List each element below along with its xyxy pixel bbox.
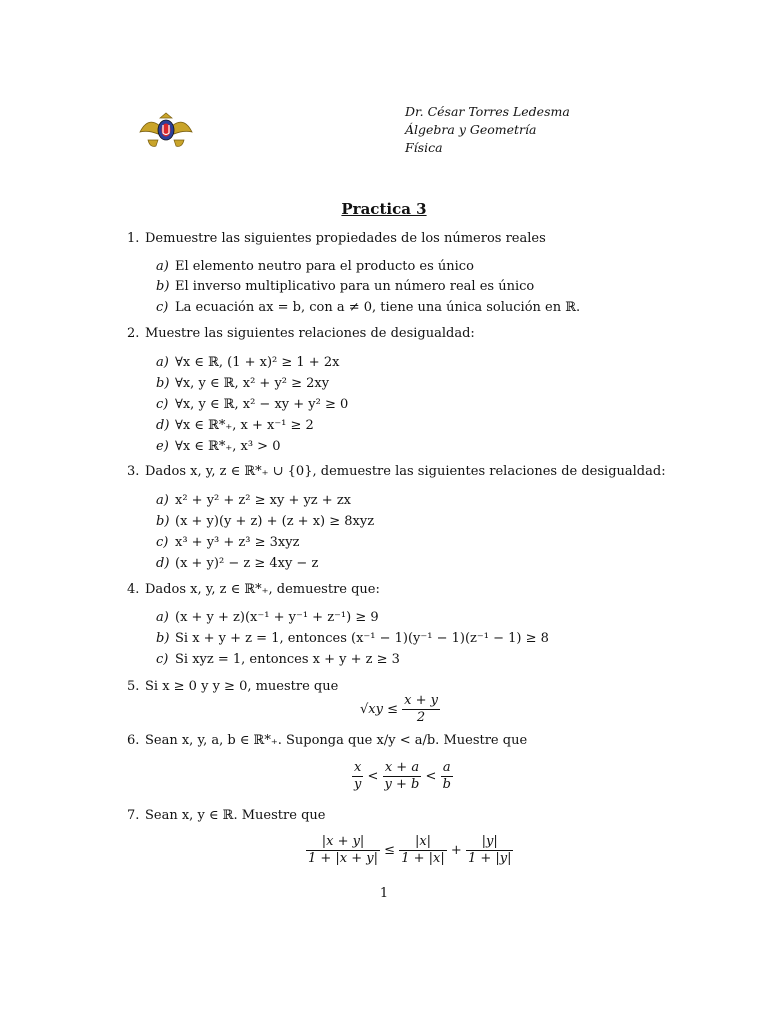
item-text: ∀x, y ∈ ℝ, x² − xy + y² ≥ 0 [175, 397, 349, 412]
item-label: c) [156, 535, 169, 550]
item-text: x³ + y³ + z³ ≥ 3xyz [175, 535, 300, 550]
denominator: y [354, 777, 362, 792]
fraction [383, 760, 422, 793]
problem-text: Dados x, y, z ∈ ℝ*₊, demuestre que: [145, 582, 380, 597]
fraction [402, 693, 440, 726]
problem-number: 1. [127, 231, 140, 246]
document-header [405, 103, 570, 157]
numerator: |x + y| [306, 834, 380, 851]
numerator: |y| [466, 834, 514, 851]
denominator: 1 + |y| [467, 851, 512, 866]
numerator: x [352, 760, 363, 777]
problem-text: Si x ≥ 0 y y ≥ 0, muestre que [145, 679, 339, 694]
problem-number: 3. [127, 464, 140, 479]
denominator: 2 [416, 710, 426, 725]
problem-text: Muestre las siguientes relaciones de desigualdad: [145, 326, 475, 341]
item-text: ∀x ∈ ℝ*₊, x³ > 0 [175, 439, 281, 454]
item-text: La ecuación ax = b, con a ≠ 0, tiene una única solución en ℝ. [175, 300, 581, 315]
operator: + [450, 843, 462, 858]
item-text: ∀x ∈ ℝ, (1 + x)² ≥ 1 + 2x [175, 355, 340, 370]
item-text: ∀x, y ∈ ℝ, x² + y² ≥ 2xy [175, 376, 330, 391]
item-label: a) [156, 355, 169, 370]
problem-text: Dados x, y, z ∈ ℝ*₊ ∪ {0}, demuestre las siguientes relaciones de desigualdad: [145, 464, 666, 479]
item-text: Si x + y + z = 1, entonces (x⁻¹ − 1)(y⁻¹ − 1)(z⁻¹ − 1) ≥ 8 [175, 631, 549, 646]
problem-number: 6. [127, 733, 140, 748]
item-label: a) [156, 610, 169, 625]
page-number: 1 [379, 886, 389, 901]
denominator: b [442, 777, 451, 792]
item-label: b) [156, 376, 170, 391]
problem-number: 7. [127, 808, 140, 823]
item-text: El inverso multiplicativo para un número real es único [175, 279, 535, 294]
item-text: ∀x ∈ ℝ*₊, x + x⁻¹ ≥ 2 [175, 418, 314, 433]
fraction [441, 760, 453, 793]
denominator: 1 + |x + y| [308, 851, 379, 866]
denominator: 1 + |x| [401, 851, 445, 866]
equation-lhs: √xy ≤ [360, 702, 398, 717]
subject-name: Física [405, 140, 443, 155]
course-name: Álgebra y Geometría [405, 122, 537, 137]
item-text: (x + y)(y + z) + (z + x) ≥ 8xyz [175, 514, 375, 529]
item-text: (x + y + z)(x⁻¹ + y⁻¹ + z⁻¹) ≥ 9 [175, 610, 379, 625]
item-label: c) [156, 397, 169, 412]
problem-6-equation [352, 760, 453, 793]
problem-text: Sean x, y ∈ ℝ. Muestre que [145, 808, 326, 823]
item-label: a) [156, 493, 169, 508]
fraction [399, 834, 447, 867]
item-label: c) [156, 300, 169, 315]
item-label: d) [156, 418, 170, 433]
denominator: y + b [384, 777, 420, 792]
problem-number: 2. [127, 326, 140, 341]
author-name: Dr. César Torres Ledesma [405, 104, 570, 119]
university-logo [136, 110, 196, 150]
item-text: x² + y² + z² ≥ xy + yz + zx [175, 493, 351, 508]
item-label: d) [156, 556, 170, 571]
problem-text: Sean x, y, a, b ∈ ℝ*₊. Suponga que x/y < a/b. Muestre que [145, 733, 528, 748]
numerator: |x| [399, 834, 447, 851]
item-label: a) [156, 259, 169, 274]
problem-7-equation [306, 834, 513, 867]
problem-text: Demuestre las siguientes propiedades de los números reales [145, 231, 546, 246]
problem-number: 5. [127, 679, 140, 694]
fraction [352, 760, 363, 793]
item-label: b) [156, 279, 170, 294]
item-text: (x + y)² − z ≥ 4xy − z [175, 556, 319, 571]
numerator: x + a [383, 760, 422, 777]
item-text: Si xyz = 1, entonces x + y + z ≥ 3 [175, 652, 400, 667]
operator: < [367, 769, 379, 784]
item-text: El elemento neutro para el producto es único [175, 259, 474, 274]
fraction [466, 834, 514, 867]
operator: < [425, 769, 437, 784]
item-label: b) [156, 631, 170, 646]
item-label: c) [156, 652, 169, 667]
fraction [306, 834, 380, 867]
problem-5-equation [360, 693, 440, 726]
numerator: x + y [404, 693, 438, 708]
item-label: e) [156, 439, 169, 454]
numerator: a [441, 760, 453, 777]
problem-number: 4. [127, 582, 140, 597]
operator: ≤ [384, 843, 396, 858]
page-title: Practica 3 [341, 200, 427, 218]
item-label: b) [156, 514, 170, 529]
